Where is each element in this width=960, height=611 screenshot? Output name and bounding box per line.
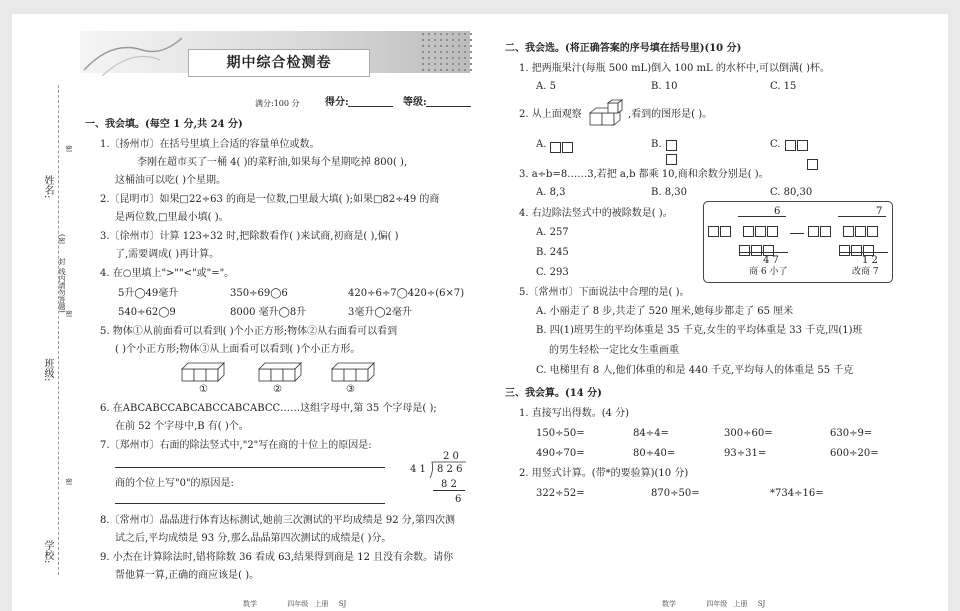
p2-q3-opt-c: C. 80,30: [770, 187, 813, 198]
q4-compare-5: 8000 毫升◯8升: [230, 307, 307, 318]
seal-note-3: 线内请勿答题): [58, 268, 66, 313]
q7-dividend: 8 2 6: [437, 464, 463, 475]
q2-line-a: 2.〔昆明市〕如果□22÷63 的商是一位数,□里最大填( );如果□82÷49 的商: [100, 194, 440, 205]
footer-left: [243, 599, 346, 609]
footer-right-edition: SJ: [757, 600, 766, 608]
q9-line-a: 9. 小杰在计算除法时,错将除数 36 看成 63,结果得到商是 12 且没有余数。请你: [100, 552, 454, 563]
solid-figure-3: [330, 361, 378, 383]
q7-answer-line-2[interactable]: [115, 503, 385, 504]
p3-vertical-3: *734÷16=: [770, 488, 824, 499]
p2-q4-bracket-2: [838, 216, 886, 217]
solid-figure-2: [257, 361, 305, 383]
q2-line-b: 是两位数,□里最小填( )。: [115, 212, 229, 223]
class-label: 班级:: [42, 358, 53, 382]
footer-right-grade: 四年级: [706, 600, 728, 608]
p2-q4-opt-a: A. 257: [536, 227, 569, 238]
p3-vertical-2: 870÷50=: [651, 488, 700, 499]
p3-q2: 2. 用竖式计算。(带*的要验算)(10 分): [519, 468, 689, 479]
q7-answer-line-1[interactable]: [115, 467, 385, 468]
p2-q5-opt-a: A. 小丽走了 8 步,共走了 520 厘米,她每步都走了 65 厘米: [536, 306, 794, 317]
ribbon-decoration: [82, 30, 192, 80]
binding-margin: [30, 85, 76, 575]
p2-q1-opt-c: C. 15: [770, 81, 797, 92]
q7-step: 8 2: [441, 479, 457, 490]
q7-divisor: 4 1: [410, 464, 426, 475]
q6-line-b: 在前 52 个字母中,B 有( )个。: [115, 421, 249, 432]
p2-q1-opt-a: A. 5: [536, 81, 556, 92]
p2-q3-opt-b: B. 8,30: [651, 187, 687, 198]
full-score: 满分:100 分: [255, 99, 300, 108]
p2-q2-shape-a: [550, 137, 574, 156]
p3-calc-3: 300÷60=: [724, 428, 773, 439]
p2-q4-caption-2: 改商 7: [852, 267, 879, 277]
p2-q4-remainder-2: 1 2: [862, 255, 878, 266]
part3-heading: 三、我会算。(14 分): [505, 388, 602, 399]
cut-line: [58, 85, 59, 575]
seal-mark-1: 密: [65, 145, 73, 152]
part1-heading: 一、我会填。(每空 1 分,共 24 分): [85, 119, 243, 130]
p2-q1-opt-b: B. 10: [651, 81, 678, 92]
q7-quotient: 2 0: [443, 451, 459, 462]
q1: 1.〔扬州市〕在括号里填上合适的容量单位或数。: [100, 139, 320, 150]
grade-blank[interactable]: [426, 106, 471, 107]
footer-right-subject: 数学: [662, 600, 676, 608]
p2-q3-opt-a: A. 8,3: [536, 187, 566, 198]
footer-right-term: 上册: [733, 600, 748, 608]
p2-q2: 2. 从上面观察: [519, 109, 582, 120]
q4: 4. 在○里填上">""<"或"="。: [100, 268, 235, 279]
p3-q1: 1. 直接写出得数。(4 分): [519, 408, 630, 419]
score-label: 得分:: [325, 97, 349, 108]
p2-q2-opt-b: B.: [651, 139, 662, 150]
seal-mark-3: 密: [65, 478, 73, 485]
name-label: 姓名:: [42, 175, 53, 199]
q7-division-bracket: [428, 460, 468, 480]
q3-line-a: 3.〔徐州市〕计算 123÷32 时,把除数看作( )来试商,初商是( ),偏( ): [100, 231, 399, 242]
p3-calc-7: 93÷31=: [724, 448, 767, 459]
grade-label: 等级:: [403, 97, 427, 108]
p2-q4: 4. 右边除法竖式中的被除数是( )。: [519, 208, 673, 219]
p2-q2-opt-a: A.: [536, 139, 547, 150]
p2-q4-line-1: [740, 252, 788, 253]
p2-q4-arrow: [790, 233, 804, 234]
p2-q5-opt-b: B. 四(1)班男生的平均体重是 35 千克,女生的平均体重是 33 千克,四(1)班: [536, 325, 863, 336]
p2-q2-opt-c: C.: [770, 139, 781, 150]
p2-q4-opt-c: C. 293: [536, 267, 569, 278]
p2-q2-shape-b: [666, 135, 678, 165]
q7-line-a: 7.〔郑州市〕右面的除法竖式中,"2"写在商的十位上的原因是:: [100, 440, 372, 451]
q4-compare-6: 3毫升◯2毫升: [348, 307, 412, 318]
p2-q3: 3. a÷b=8……3,若把 a,b 都乘 10,商和余数分别是( )。: [519, 169, 769, 180]
footer-left-edition: SJ: [338, 600, 347, 608]
p2-q2-b: ,看到的图形是( )。: [628, 109, 713, 120]
q8-line-a: 8.〔常州市〕晶晶进行体育达标测试,她前三次测试的平均成绩是 92 分,第四次测: [100, 515, 455, 526]
p3-vertical-1: 322÷52=: [536, 488, 585, 499]
footer-left-term: 上册: [314, 600, 329, 608]
figure-label-3: ③: [346, 384, 355, 395]
p3-calc-5: 490÷70=: [536, 448, 585, 459]
q4-compare-1: 5升◯49毫升: [118, 288, 179, 299]
q4-compare-2: 350÷69◯6: [230, 288, 288, 299]
q6-line-a: 6. 在ABCABCCABCABCCABCABCC……这组字母中,第 35 个字母是( );: [100, 403, 437, 414]
p3-calc-8: 600÷20=: [830, 448, 879, 459]
q4-compare-3: 420÷6÷7◯420÷(6×7): [348, 288, 465, 299]
figure-label-2: ②: [273, 384, 282, 395]
seal-note-2: 封: [58, 258, 66, 265]
q5-line-a: 5. 物体①从前面看可以看到( )个小正方形;物体②从右面看可以看到: [100, 326, 398, 337]
p2-q4-bracket-1: [738, 216, 786, 217]
p2-q4-quotient-2: 7: [876, 206, 883, 217]
page-title: 期中综合检测卷: [188, 49, 370, 77]
q7-remainder: 6: [455, 494, 462, 505]
p2-q4-opt-b: B. 245: [536, 247, 569, 258]
q8-line-b: 试之后,平均成绩是 93 分,那么晶晶第四次测试的成绩是( )分。: [115, 533, 392, 544]
p2-q5: 5.〔常州市〕下面说法中合理的是( )。: [519, 287, 690, 298]
part2-heading: 二、我会选。(将正确答案的序号填在括号里)(10 分): [505, 43, 742, 54]
q4-compare-4: 540÷62◯9: [118, 307, 176, 318]
p3-calc-1: 150÷50=: [536, 428, 585, 439]
p2-q2-shape-c: [785, 135, 825, 173]
q1-line-a: 李刚在超市买了一桶 4( )的菜籽油,如果每个星期吃掉 800( ),: [137, 157, 408, 168]
solid-figure-1: [180, 361, 228, 383]
q1-line-b: 这桶油可以吃( )个星期。: [115, 175, 226, 186]
banner-dot-pattern: [420, 31, 472, 73]
p2-q4-caption-1: 商 6 小了: [749, 267, 788, 277]
p2-q5-opt-b-2: 的男生轻松一定比女生重画重: [549, 345, 679, 356]
p2-q4-remainder-1: 4 7: [763, 255, 779, 266]
p3-calc-6: 80÷40=: [633, 448, 676, 459]
footer-left-grade: 四年级: [287, 600, 309, 608]
q9-line-b: 帮他算一算,正确的商应该是( )。: [115, 570, 260, 581]
school-label: 学校:: [42, 540, 53, 564]
p2-q4-quotient-1: 6: [774, 206, 781, 217]
p2-q1: 1. 把两瓶果汁(每瓶 500 mL)倒入 100 mL 的水杯中,可以倒满( )杯。: [519, 63, 830, 74]
p2-q4-line-2: [840, 252, 888, 253]
p3-calc-4: 630÷9=: [830, 428, 873, 439]
footer-right: [662, 599, 765, 609]
q3-line-b: 了,需要调成( )再计算。: [115, 249, 220, 260]
figure-label-1: ①: [199, 384, 208, 395]
p2-q5-opt-c: C. 电梯里有 8 人,他们体重的和是 440 千克,平均每人的体重是 55 千克: [536, 365, 854, 376]
q7-line-b: 商的个位上写"0"的原因是:: [115, 478, 234, 489]
p2-q2-solid: [588, 99, 630, 129]
footer-left-subject: 数学: [243, 600, 257, 608]
score-blank[interactable]: [348, 106, 393, 107]
seal-mark-2: 密: [65, 310, 73, 317]
q7-step-line: [433, 490, 465, 491]
p3-calc-2: 84÷4=: [633, 428, 669, 439]
q5-line-b: ( )个小正方形;物体③从上面看可以看到( )个小正方形。: [115, 344, 361, 355]
seal-note-1: (密: [58, 234, 66, 244]
